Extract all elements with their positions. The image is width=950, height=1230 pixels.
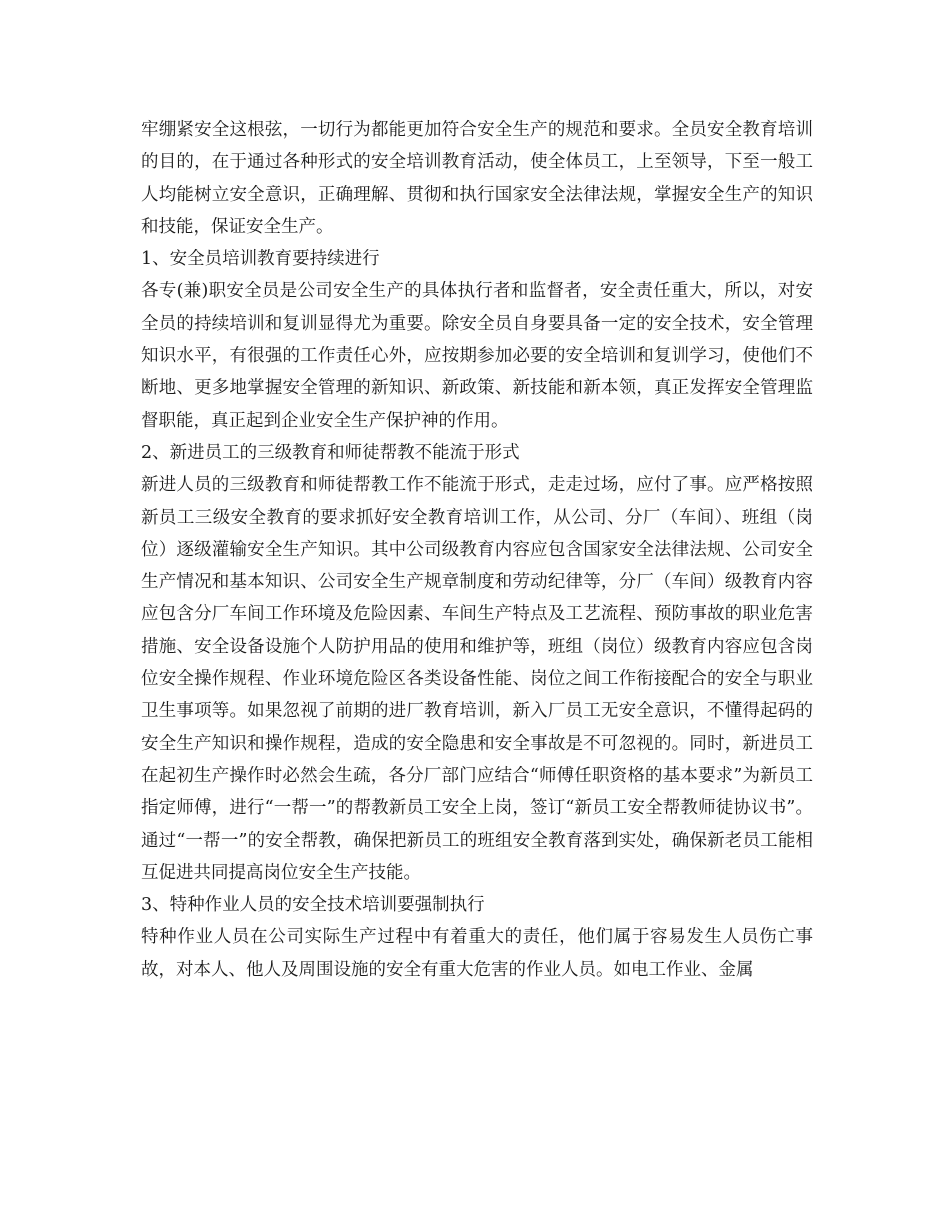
paragraph-section-1: 各专(兼)职安全员是公司安全生产的具体执行者和监督者，安全责任重大，所以，对安全员的持续培训和复训显得尤为重要。除安全员自身要具备一定的安全技术，安全管理知识水平，有很强的工作责任心外，应按期参加必要的安全培训和复训学习，使他们不断地、更多地掌握安全管理的新知识、新政策、新技能和新本领，真正发挥安全管理监督职能，真正起到企业安全生产保护神的作用。 xyxy=(141,281,813,431)
section-heading-3: 3、特种作业人员的安全技术培训要强制执行 xyxy=(141,895,485,916)
section-heading-2: 2、新进员工的三级教育和师徒帮教不能流于形式 xyxy=(141,442,520,463)
section-heading-1: 1、安全员培训教育要持续进行 xyxy=(141,249,380,270)
paragraph-section-2: 新进人员的三级教育和师徒帮教工作不能流于形式，走走过场，应付了事。应严格按照新员工三级安全教育的要求抓好安全教育培训工作，从公司、分厂（车间）、班组（岗位）逐级灌输安全生产知识。其中公司级教育内容应包含国家安全法律法规、公司安全生产情况和基本知识、公司安全生产规章制度和劳动纪律等，分厂（车间）级教育内容应包含分厂车间工作环境及危险因素、车间生产特点及工艺流程、预防事故的职业危害措施、安全设备设施个人防护用品的使用和维护等，班组（岗位）级教育内容应包含岗位安全操作规程、作业环境危险区各类设备性能、岗位之间工作衔接配合的安全与职业卫生事项等。如果忽视了前期的进厂教育培训，新入厂员工无安全意识，不懂得起码的安全生产知识和操作规程，造成的安全隐患和安全事故是不可忽视的。同时，新进员工在起初生产操作时必然会生疏，各分厂部门应结合“师傅任职资格的基本要求”为新员工指定师傅，进行“一帮一”的帮教新员工安全上岗，签订“新员工安全帮教师徒协议书”。通过“一帮一”的安全帮教，确保把新员工的班组安全教育落到实处，确保新老员工能相互促进共同提高岗位安全生产技能。 xyxy=(141,475,813,883)
document-body xyxy=(141,114,813,986)
paragraph-intro: 牢绷紧安全这根弦，一切行为都能更加符合安全生产的规范和要求。全员安全教育培训的目的，在于通过各种形式的安全培训教育活动，使全体员工，上至领导，下至一般工人均能树立安全意识，正确理解、贯彻和执行国家安全法律法规，掌握安全生产的知识和技能，保证安全生产。 xyxy=(141,120,813,237)
paragraph-section-3: 特种作业人员在公司实际生产过程中有着重大的责任，他们属于容易发生人员伤亡事故，对本人、他人及周围设施的安全有重大危害的作业人员。如电工作业、金属 xyxy=(141,927,813,980)
